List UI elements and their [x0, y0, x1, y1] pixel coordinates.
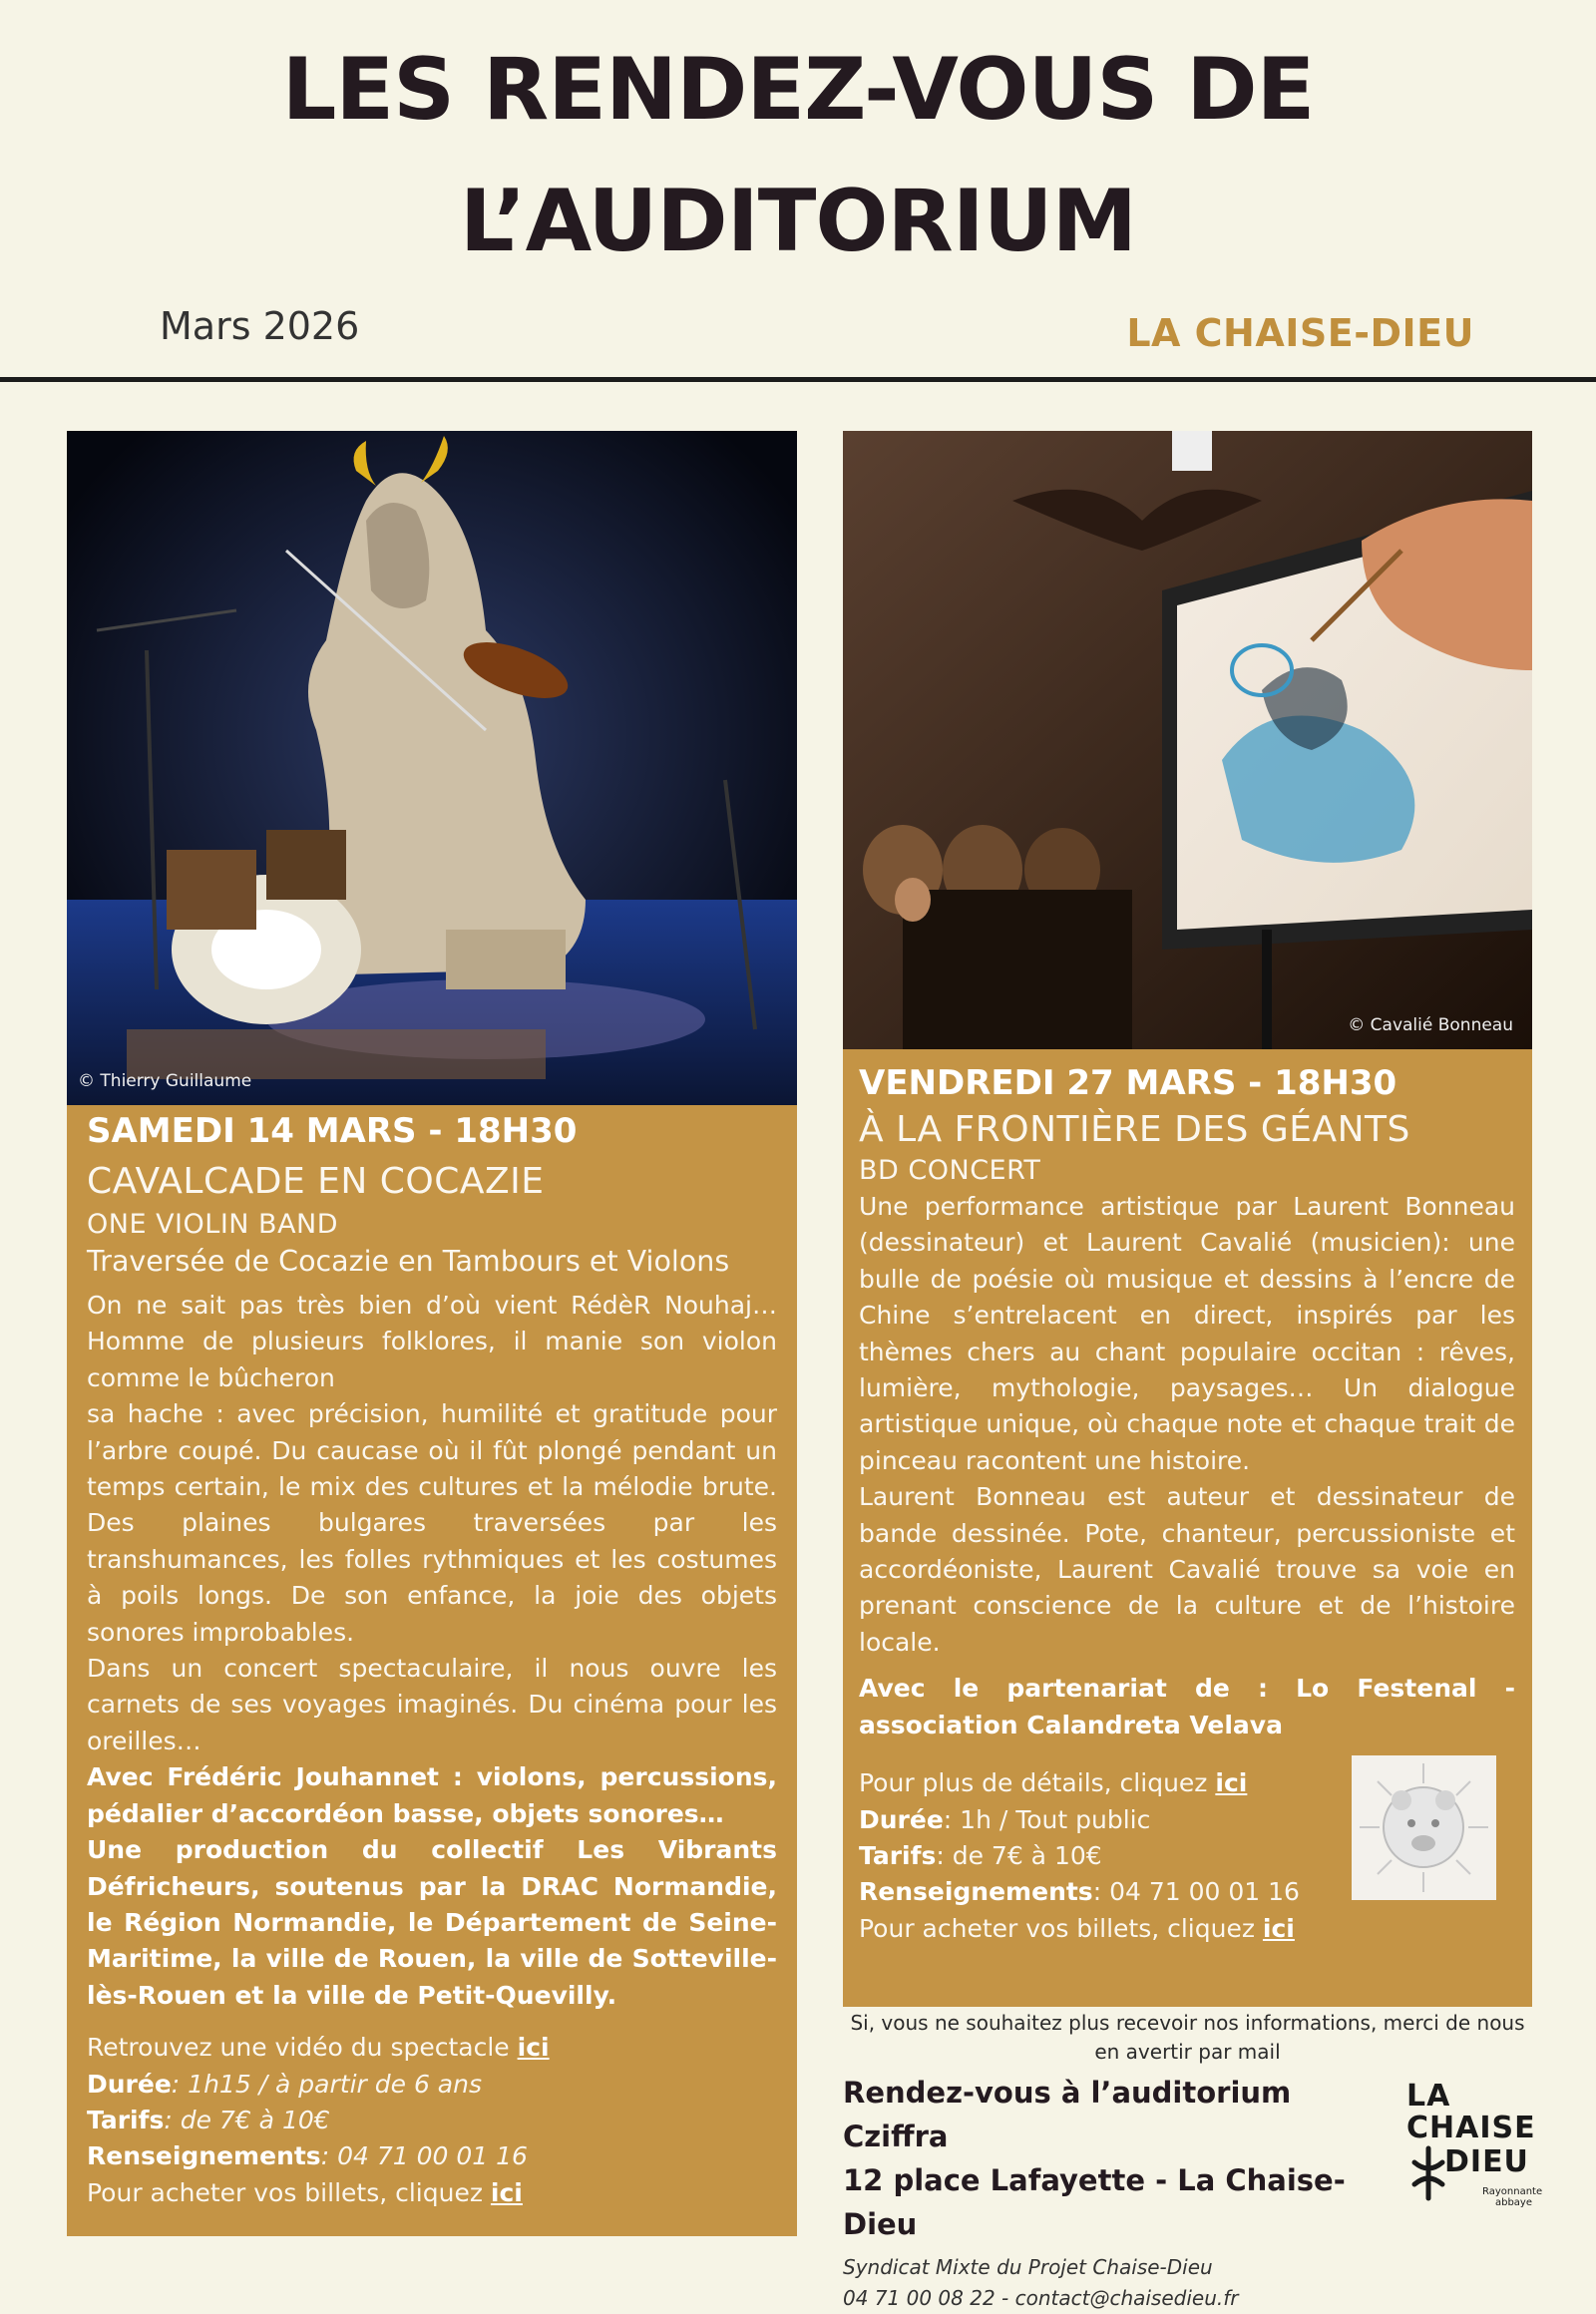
event1-tickets-line: [87, 2175, 777, 2211]
event2-partners: Avec le partenariat de : Lo Festenal - association Calandreta Velava: [859, 1674, 1515, 1739]
header-divider: [0, 377, 1596, 382]
event2-price-label: Tarifs: [859, 1840, 937, 1870]
venue-line1: Rendez-vous à l’auditorium Cziffra: [843, 2076, 1292, 2153]
event1-video-link[interactable]: ici: [517, 2033, 550, 2063]
event1-content: [87, 1109, 777, 2211]
event1-price-line: [87, 2103, 777, 2138]
location-name: LA CHAISE-DIEU: [1126, 311, 1474, 355]
event1-price-label: Tarifs: [87, 2105, 165, 2134]
event1-desc-p1: On ne sait pas très bien d’où vient RédèR Nouhaj… Homme de plusieurs folklores, il manie son violon comme le bûcheron: [87, 1291, 777, 1392]
event2-tag: BD CONCERT: [859, 1155, 1041, 1186]
event1-price-value: : de 7€ à 10€: [164, 2105, 330, 2134]
bear-sun-icon: [1352, 1755, 1496, 1900]
event1-duration-value: : 1h15 / à partir de 6 ans: [171, 2069, 482, 2099]
event2-desc-p1: Une performance artistique par Laurent Bonneau (dessinateur) et Laurent Cavalié (musicien): une bulle de poésie où musique et dessins à l’encre de Chine s’entrelacent en direct, inspirés par les thèmes chers au chant populaire occitan : rêves, lumière, mythologie, paysages… Un dialogue artistique unique, où chaque note et chaque trait de pinceau racontent une histoire.: [859, 1192, 1515, 1475]
unsubscribe-note: Si, vous ne souhaitez plus recevoir nos informations, merci de nous en avertir par mail: [850, 2011, 1525, 2064]
event2-details-link[interactable]: ici: [1215, 1768, 1248, 1798]
event2-tickets-link[interactable]: ici: [1262, 1913, 1295, 1943]
event1-video-text: Retrouvez une vidéo du spectacle: [87, 2033, 518, 2063]
event2-tickets-text: Pour acheter vos billets, cliquez: [859, 1913, 1263, 1943]
venue-line2: 12 place Lafayette - La Chaise-Dieu: [843, 2163, 1346, 2241]
event2-info-label: Renseignements: [859, 1877, 1093, 1907]
event1-credits-performer: Avec Frédéric Jouhannet : violons, percussions, pédalier d’accordéon basse, objets sonores…: [87, 1762, 777, 1828]
org-line1: Syndicat Mixte du Projet Chaise-Dieu: [843, 2255, 1213, 2279]
logo-tagline-1: Rayonnante: [1482, 2186, 1543, 2197]
logo-tagline-2: abbaye: [1494, 2197, 1532, 2208]
event1-info-line: [87, 2138, 777, 2174]
logo-dieu-row: [1406, 2144, 1536, 2184]
event2-tickets-line: [859, 1911, 1515, 1947]
event2-content: [859, 1061, 1515, 1947]
issue-date: Mars 2026: [160, 304, 360, 348]
drawing-screen-illustration: [843, 431, 1532, 1049]
event1-date: SAMEDI 14 MARS - 18H30: [87, 1111, 578, 1151]
event2-info-block: [859, 1765, 1515, 1947]
venue-info: [843, 2071, 1401, 2314]
event1-title: CAVALCADE EN COCAZIE: [87, 1161, 545, 1202]
event1-photo-credit: © Thierry Guillaume: [78, 1071, 252, 1091]
event2-duration-value: : 1h / Tout public: [943, 1804, 1151, 1834]
logo-text-dieu: DIEU: [1444, 2144, 1529, 2179]
event1-duration-label: Durée: [87, 2069, 172, 2099]
event1-photo: [67, 431, 797, 1105]
event2-details-text: Pour plus de détails, cliquez: [859, 1768, 1216, 1798]
event1-subtitle: Traversée de Cocazie en Tambours et Violons: [87, 1245, 730, 1278]
event1-tickets-link[interactable]: ici: [490, 2177, 523, 2207]
org-contact: 04 71 00 08 22 - contact@chaisedieu.fr: [843, 2286, 1239, 2310]
event1-desc-p2: sa hache : avec précision, humilité et gratitude pour l’arbre coupé. Du caucase où il fût plongé pendant un temps certain, le mix des cultures et la mélodie brute. Des plaines bulgares traversées par les transhumances, les folles rythmiques et les costumes à poils longs. De son enfance, la joie des objets sonores improbables.: [87, 1399, 777, 1647]
event1-desc-p3: Dans un concert spectaculaire, il nous ouvre les carnets de ses voyages imaginés. Du cinéma pour les oreilles…: [87, 1654, 777, 1755]
logo-text-la: LA: [1406, 2079, 1451, 2114]
violinist-costume-illustration: [67, 431, 797, 1105]
event1-tag: ONE VIOLIN BAND: [87, 1209, 339, 1240]
event2-price-value: : de 7€ à 10€: [936, 1840, 1102, 1870]
event2-info-value: : 04 71 00 01 16: [1092, 1877, 1300, 1907]
event1-tickets-text: Pour acheter vos billets, cliquez: [87, 2177, 491, 2207]
page-title-line2: L’AUDITORIUM: [459, 172, 1137, 271]
logo-text-chaise: CHAISE: [1406, 2111, 1536, 2145]
event1-info-value: : 04 71 00 01 16: [320, 2141, 528, 2171]
event2-date: VENDREDI 27 MARS - 18H30: [859, 1063, 1397, 1103]
event1-info-label: Renseignements: [87, 2141, 321, 2171]
event2-title: À LA FRONTIÈRE DES GÉANTS: [859, 1109, 1410, 1150]
page-title-line1: LES RENDEZ-VOUS DE: [281, 40, 1315, 140]
chaise-dieu-logo: [1406, 2079, 1543, 2230]
event2-desc-p2: Laurent Bonneau est auteur et dessinateur de bande dessinée. Pote, chanteur, percussioniste et accordéoniste, Laurent Cavalié trouve sa voie en prenant conscience de la culture et de l’histoire locale.: [859, 1482, 1515, 1657]
event2-duration-label: Durée: [859, 1804, 944, 1834]
event2-photo: [843, 431, 1532, 1049]
event1-credits-production: Une production du collectif Les Vibrants Défricheurs, soutenus par la DRAC Normandie, le Région Normandie, le Département de Seine-Maritime, la ville de Rouen, la ville de Sotteville-lès-Rouen et la ville de Petit-Quevilly.: [87, 1835, 777, 2010]
event2-photo-credit: © Cavalié Bonneau: [1348, 1015, 1513, 1035]
event1-duration-line: [87, 2067, 777, 2103]
event1-video-line: [87, 2030, 777, 2066]
logo-tagline: [1482, 2186, 1543, 2208]
bear-emblem-image: [1352, 1755, 1496, 1900]
